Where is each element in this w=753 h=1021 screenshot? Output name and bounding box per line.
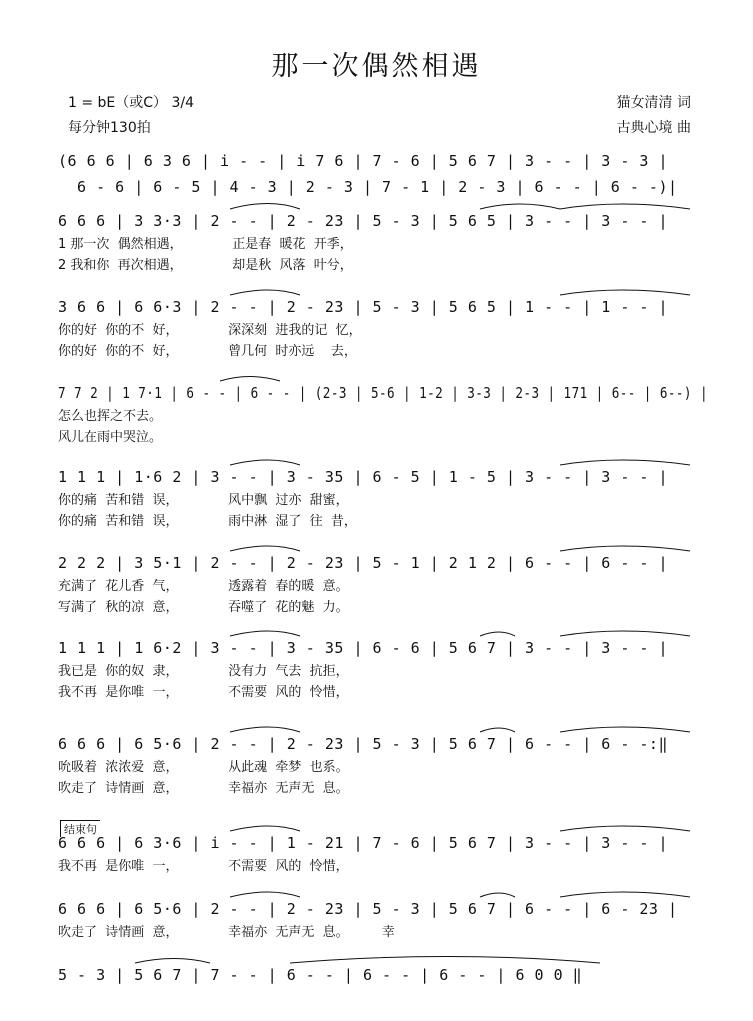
lyric-line: 你的好 你的不 好， 曾几何 时亦远 去，	[58, 344, 357, 359]
slur-mark	[480, 632, 515, 636]
notation-line	[58, 552, 708, 574]
notation-line	[58, 832, 708, 854]
notation-line	[58, 382, 708, 404]
slur-mark	[560, 546, 690, 551]
lyric-line: 吹走了 诗情画 意， 幸福亦 无声无 息。 幸	[58, 925, 395, 940]
slur-mark	[560, 460, 690, 465]
lyric-line: 你的痛 苦和错 误， 风中飘 过亦 甜蜜，	[58, 493, 349, 508]
notation-line	[58, 637, 708, 659]
slur-mark	[230, 631, 300, 636]
slur-mark	[290, 957, 600, 964]
notation-text: 2 2 2 | 3 5·1 | 2 - - | 2 - 23 | 5 - 1 | 2 1 2 | 6 - - | 6 - - |	[58, 554, 668, 572]
notation-line	[58, 210, 708, 232]
slur-mark	[560, 290, 690, 295]
lyric-line: 写满了 秋的凉 意， 吞噬了 花的魅 力。	[58, 600, 349, 615]
notation-line	[58, 733, 708, 755]
lyric-line: 你的好 你的不 好， 深深刻 进我的记 忆，	[58, 323, 362, 338]
slur-mark	[560, 826, 690, 831]
slur-mark	[230, 892, 300, 897]
notation-line	[58, 466, 708, 488]
slur-mark	[560, 727, 690, 732]
lyric-line: 怎么也挥之不去。	[58, 409, 163, 424]
notation-text: 1 1 1 | 1·6 2 | 3 - - | 3 - 35 | 6 - 5 | 1 - 5 | 3 - - | 3 - - |	[58, 468, 668, 486]
slur-mark	[480, 728, 515, 732]
tempo-marking: 每分钟130拍	[68, 120, 151, 136]
slur-mark	[230, 546, 300, 551]
slur-mark	[230, 460, 300, 465]
slur-mark	[480, 893, 515, 897]
notation-text: 6 6 6 | 6 3·6 | i - - | 1 - 21 | 7 - 6 | 5 6 7 | 3 - - | 3 - - |	[58, 834, 668, 852]
slur-mark	[560, 631, 690, 636]
ending-section-label: 结束句	[60, 820, 100, 837]
lyric-line: 我不再 是你唯 一， 不需要 风的 怜惜，	[58, 859, 349, 874]
notation-text: 3 6 6 | 6 6·3 | 2 - - | 2 - 23 | 5 - 3 | 5 6 5 | 1 - - | 1 - - |	[58, 298, 668, 316]
slur-mark	[560, 204, 690, 209]
key-signature: 1 = bE（或C） 3/4	[68, 95, 195, 111]
slur-mark	[230, 727, 300, 732]
notation-text: 1 1 1 | 1 6·2 | 3 - - | 3 - 35 | 6 - 6 | 5 6 7 | 3 - - | 3 - - |	[58, 639, 668, 657]
slur-mark	[560, 892, 690, 897]
lyric-line: 我已是 你的奴 隶， 没有力 气去 抗拒，	[58, 664, 349, 679]
page-title: 那一次偶然相遇	[271, 51, 482, 82]
slur-mark	[230, 204, 300, 210]
lyric-line: 风儿在雨中哭泣。	[58, 430, 163, 445]
notation-text: 6 6 6 | 3 3·3 | 2 - - | 2 - 23 | 5 - 3 | 5 6 5 | 3 - - | 3 - - |	[58, 212, 668, 230]
lyric-line: 你的痛 苦和错 误， 雨中淋 湿了 往 昔，	[58, 514, 357, 529]
notation-text: 6 6 6 | 6 5·6 | 2 - - | 2 - 23 | 5 - 3 | 5 6 7 | 6 - - | 6 - -:‖	[58, 735, 668, 753]
slur-mark	[220, 377, 280, 382]
notation-line	[58, 296, 708, 318]
lyric-line: 我不再 是你唯 一， 不需要 风的 怜惜，	[58, 685, 349, 700]
composer-credit: 古典心境 曲	[616, 120, 691, 136]
lyric-line: 2 我和你 再次相遇， 却是秋 风落 叶兮，	[58, 258, 353, 273]
notation-line	[58, 176, 708, 198]
notation-text: 6 6 6 | 6 5·6 | 2 - - | 2 - 23 | 5 - 3 | 5 6 7 | 6 - - | 6 - 23 |	[58, 900, 678, 918]
notation-line	[58, 150, 708, 172]
lyric-line: 吮吸着 浓浓爱 意， 从此魂 牵梦 也系。	[58, 760, 349, 775]
slur-mark	[230, 290, 300, 295]
lyric-line: 吹走了 诗情画 意， 幸福亦 无声无 息。	[58, 781, 349, 796]
notation-text: 5 - 3 | 5 6 7 | 7 - - | 6 - - | 6 - - | 6 - - | 6 0 0 ‖	[58, 966, 583, 984]
notation-text: 7 7 2 | 1 7·1 | 6 - - | 6 - - | (2-3 | 5-6 | 1-2 | 3-3 | 2-3 | 171 | 6-- | 6--) |	[58, 384, 708, 402]
slur-mark	[230, 826, 300, 831]
slur-mark	[135, 959, 210, 964]
notation-text: (6 6 6 | 6 3 6 | i - - | i 7 6 | 7 - 6 | 5 6 7 | 3 - - | 3 - 3 |	[58, 152, 668, 170]
lyricist-credit: 猫女清清 词	[616, 95, 691, 111]
notation-text: 6 - 6 | 6 - 5 | 4 - 3 | 2 - 3 | 7 - 1 | 2 - 3 | 6 - - | 6 - -)|	[58, 178, 678, 196]
notation-line	[58, 964, 708, 986]
lyric-line: 充满了 花儿香 气， 透露着 春的暖 意。	[58, 579, 349, 594]
notation-line	[58, 898, 708, 920]
slur-mark	[480, 204, 560, 209]
lyric-line: 1 那一次 偶然相遇， 正是春 暖花 开季，	[58, 237, 353, 252]
